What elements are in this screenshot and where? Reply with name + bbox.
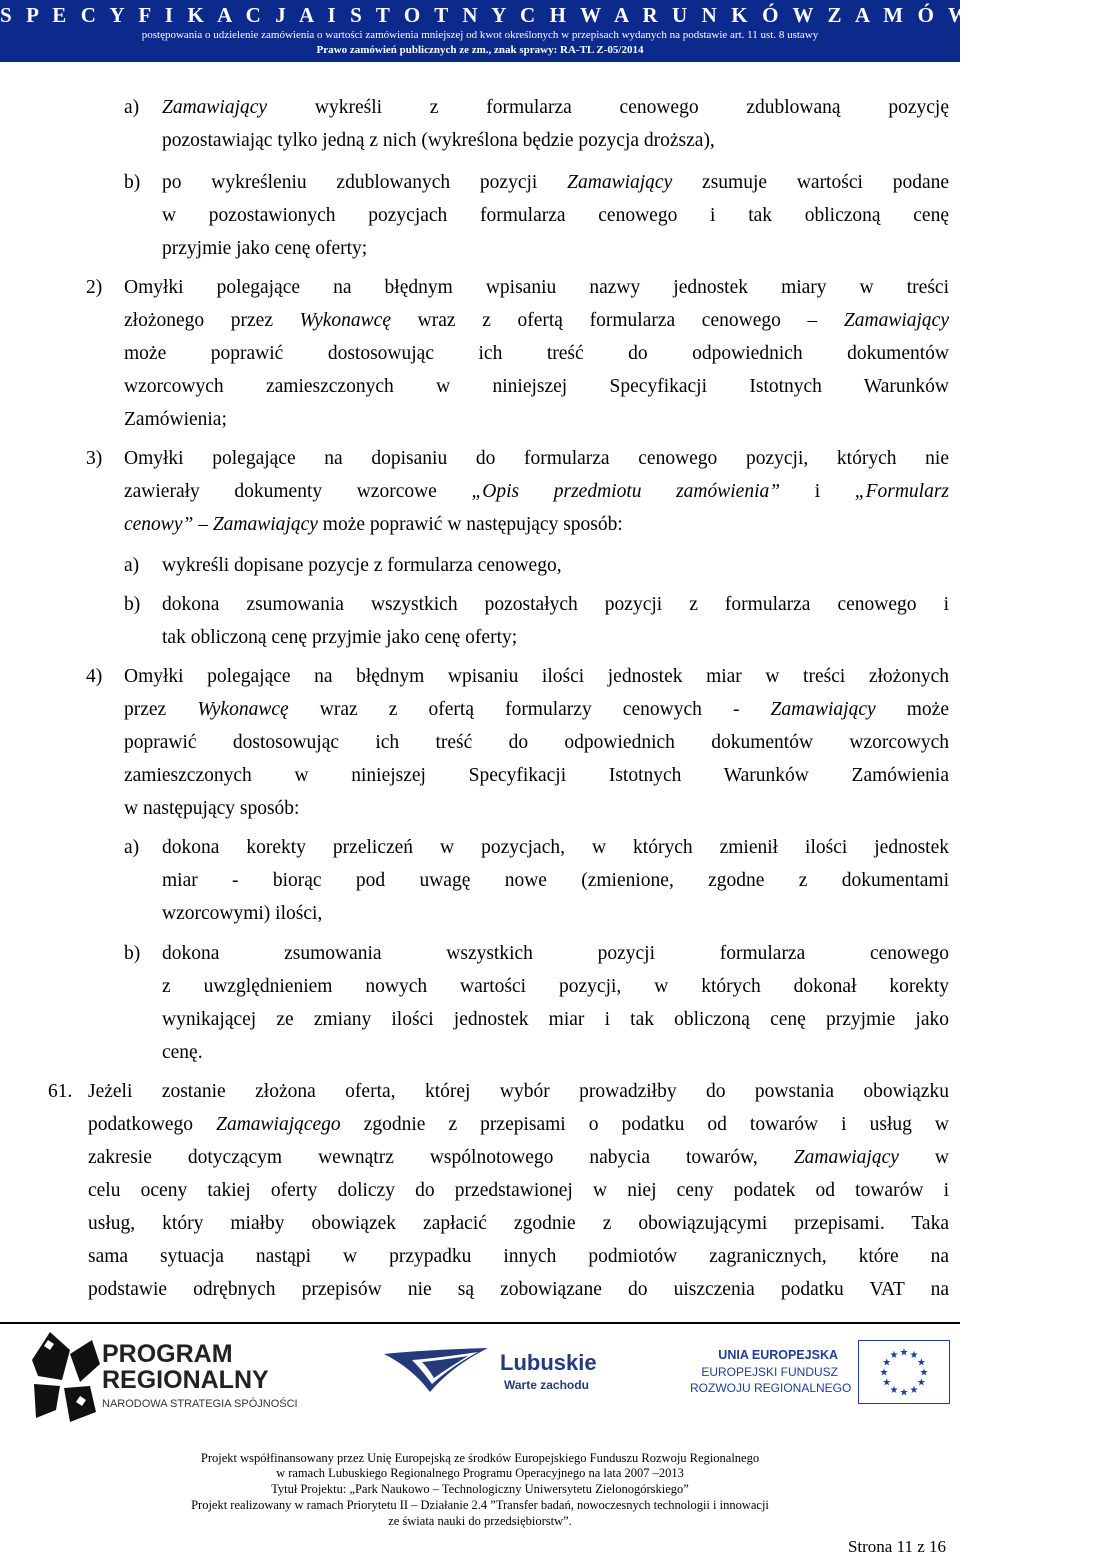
text-line: zamieszczonych w niniejszej Specyfikacji Istotnych Warunków Zamówienia [124, 765, 949, 786]
lubuskie-slogan: Warte zachodu [504, 1378, 589, 1392]
text-line: po wykreśleniu zdublowanych pozycji Zamawiający zsumuje wartości podane [162, 172, 949, 193]
eu-star-icon: ★ [879, 1367, 889, 1379]
text-line: sama sytuacja nastąpi w przypadku innych podmiotów zagranicznych, które na [88, 1246, 949, 1267]
eu-star-icon: ★ [916, 1377, 926, 1389]
strategy-label: NARODOWA STRATEGIA SPÓJNOŚCI [102, 1398, 298, 1410]
text-line: wynikającej ze zmiany ilości jednostek miar i tak obliczoną cenę przyjmie jako [162, 1009, 949, 1030]
text-line: Omyłki polegające na błędnym wpisaniu ilości jednostek miar w treści złożonych [124, 666, 949, 687]
text-line: przez Wykonawcę wraz z ofertą formularzy cenowych - Zamawiający może [124, 699, 949, 720]
lubuskie-label: Lubuskie [500, 1350, 597, 1375]
text-line: usług, który miałby obowiązek zapłacić zgodnie z obowiązującymi przepisami. Taka [88, 1213, 949, 1234]
eu-star-icon: ★ [899, 1347, 909, 1359]
list-label: 2) [86, 277, 103, 298]
list-label: b) [124, 594, 141, 615]
text-line: Zamawiający wykreśli z formularza cenowego zdublowaną pozycję [162, 97, 949, 118]
text-line: pozostawiając tylko jedną z nich (wykreślona będzie pozycja droższa), [162, 130, 715, 151]
list-label: a) [124, 555, 140, 576]
eu-star-icon: ★ [889, 1350, 899, 1362]
eu-flag-icon [858, 1340, 950, 1404]
footer-line: w ramach Lubuskiego Regionalnego Programu Operacyjnego na lata 2007 –2013 [276, 1466, 684, 1480]
eu-star-icon: ★ [882, 1357, 892, 1369]
lubuskie-emblem [382, 1346, 492, 1396]
list-label: 61. [48, 1081, 73, 1102]
text-line: dokona zsumowania wszystkich pozostałych pozycji z formularza cenowego i [162, 594, 949, 615]
lubuskie-logo [382, 1340, 612, 1420]
eu-logo [690, 1338, 952, 1428]
text-line: może poprawić dostosowując ich treść do odpowiednich dokumentów [124, 343, 949, 364]
text-line: podatkowego Zamawiającego zgodnie z przepisami o podatku od towarów i usług w [88, 1114, 949, 1135]
text-line: podstawie odrębnych przepisów nie są zobowiązane do uiszczenia podatku VAT na [88, 1279, 949, 1300]
footer-line: Projekt realizowany w ramach Priorytetu II – Działanie 2.4 ”Transfer badań, nowoczesnych technologii i innowacji [191, 1498, 769, 1512]
text-line: miar - biorąc pod uwagę nowe (zmienione, zgodne z dokumentami [162, 870, 949, 891]
footer-line: Tytuł Projektu: „Park Naukowo – Technologiczny Uniwersytetu Zielonogórskiego” [271, 1482, 689, 1496]
text-line: Omyłki polegające na błędnym wpisaniu nazwy jednostek miary w treści [124, 277, 949, 298]
text-line: dokona zsumowania wszystkich pozycji formularza cenowego [162, 943, 949, 964]
footer-divider [0, 1322, 960, 1324]
program-regionalny-emblem [30, 1330, 102, 1430]
text-line: Omyłki polegające na dopisaniu do formularza cenowego pozycji, których nie [124, 448, 949, 469]
eu-fund-label: EUROPEJSKI FUNDUSZ [701, 1365, 838, 1379]
list-label: a) [124, 837, 140, 858]
text-line: wykreśli dopisane pozycje z formularza cenowego, [162, 555, 562, 576]
footer-line: Projekt współfinansowany przez Unię Europejską ze środków Europejskiego Funduszu Rozwoju Regionalnego [200, 1451, 760, 1465]
eu-star-icon: ★ [916, 1357, 926, 1369]
list-label: 3) [86, 448, 103, 469]
text-line: cenę. [162, 1042, 203, 1063]
program-label: PROGRAM [102, 1340, 233, 1368]
text-line: w pozostawionych pozycjach formularza cenowego i tak obliczoną cenę [162, 205, 949, 226]
text-line: przyjmie jako cenę oferty; [162, 238, 368, 259]
text-line: wzorcowymi) ilości, [162, 903, 323, 924]
text-line: Jeżeli zostanie złożona oferta, której wybór prowadziłby do powstania obowiązku [88, 1081, 949, 1102]
eu-label: UNIA EUROPEJSKA [718, 1348, 838, 1362]
text-line: zakresie dotyczącym wewnątrz wspólnotowego nabycia towarów, Zamawiający w [88, 1147, 949, 1168]
text-line: tak obliczoną cenę przyjmie jako cenę oferty; [162, 627, 518, 648]
eu-star-icon: ★ [889, 1384, 899, 1396]
case-reference: Prawo zamówień publicznych ze zm., znak sprawy: RA-TL Z-05/2014 [316, 44, 644, 56]
header-subtitle: postępowania o udzielenie zamówienia o wartości zamówienia mniejszej od kwot określonych w przepisach wydanych na podstawie art. 11 ust. 8 ustawy [141, 29, 819, 41]
text-line: w następujący sposób: [124, 798, 300, 819]
list-label: 4) [86, 666, 103, 687]
eu-star-icon: ★ [919, 1367, 929, 1379]
regionalny-label: REGIONALNY [102, 1366, 269, 1394]
list-label: b) [124, 172, 141, 193]
footer-line: ze świata nauki do przedsiębiorstw”. [388, 1514, 572, 1528]
text-line: cenowy” – Zamawiający może poprawić w następujący sposób: [124, 514, 623, 535]
text-line: z uwzględnieniem nowych wartości pozycji, w których dokonał korekty [162, 976, 949, 997]
text-line: zawierały dokumenty wzorcowe „Opis przedmiotu zamówienia” i „Formularz [124, 481, 950, 502]
text-line: dokona korekty przeliczeń w pozycjach, w których zmienił ilości jednostek [162, 837, 949, 858]
list-label: a) [124, 97, 140, 118]
text-line: celu oceny takiej oferty doliczy do przedstawionej w niej ceny podatek od towarów i [88, 1180, 949, 1201]
text-line: Zamówienia; [124, 409, 227, 430]
document-title: S P E C Y F I K A C J A I S T O T N Y C H W A R U N K Ó W Z A M Ó W I E N I A [0, 3, 1105, 27]
text-line: wzorcowych zamieszczonych w niniejszej Specyfikacji Istotnych Warunków [124, 376, 949, 397]
text-line: złożonego przez Wykonawcę wraz z ofertą formularza cenowego – Zamawiający [124, 310, 949, 331]
eu-star-icon: ★ [909, 1384, 919, 1396]
page-number: Strona 11 z 16 [847, 1537, 946, 1556]
list-label: b) [124, 943, 141, 964]
text-line: poprawić dostosowując ich treść do odpowiednich dokumentów wzorcowych [124, 732, 949, 753]
document-header [0, 0, 1105, 62]
eu-star-icon: ★ [882, 1377, 892, 1389]
eu-star-icon: ★ [899, 1387, 909, 1399]
eu-fund-label-2: ROZWOJU REGIONALNEGO [690, 1381, 852, 1395]
eu-star-icon: ★ [909, 1350, 919, 1362]
program-regionalny-logo [30, 1330, 330, 1435]
